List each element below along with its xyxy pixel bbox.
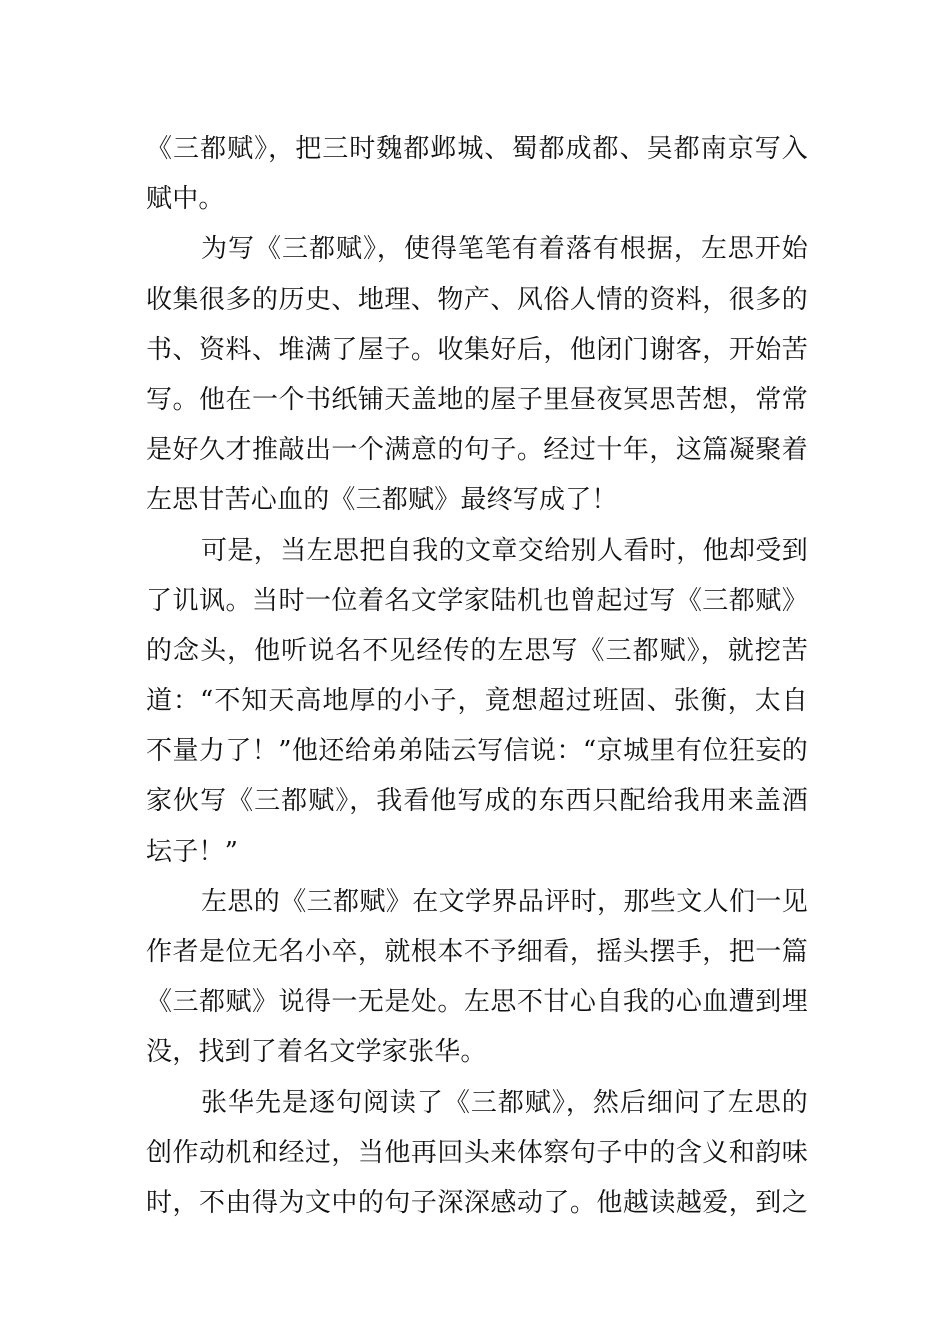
- text-line: 家伙写《三都赋》，我看他写成的东西只配给我用来盖酒: [146, 786, 808, 817]
- text-line: 的念头，他听说名不见经传的左思写《三都赋》，就挖苦: [146, 635, 808, 666]
- text-line: 收集很多的历史、地理、物产、风俗人情的资料，很多的: [146, 284, 808, 315]
- text-line: 左思甘苦心血的《三都赋》最终写成了！: [146, 485, 618, 516]
- text-line: 张华先是逐句阅读了《三都赋》，然后细问了左思的: [201, 1087, 808, 1118]
- text-line: 道：“不知天高地厚的小子，竟想超过班固、张衡，太自: [146, 686, 808, 717]
- text-line: 创作动机和经过，当他再回头来体察句子中的含义和韵味: [146, 1137, 808, 1168]
- text-line: 《三都赋》说得一无是处。左思不甘心自我的心血遭到埋: [146, 987, 808, 1018]
- text-line: 没，找到了着名文学家张华。: [146, 1037, 487, 1068]
- text-line: 左思的《三都赋》在文学界品评时，那些文人们一见: [201, 886, 808, 917]
- text-line: 为写《三都赋》，使得笔笔有着落有根据，左思开始: [201, 234, 808, 265]
- text-line: 《三都赋》，把三时魏都邺城、蜀都成都、吴都南京写入: [146, 134, 808, 164]
- text-line: 坛子！”: [146, 836, 239, 867]
- text-line: 不量力了！”他还给弟弟陆云写信说：“京城里有位狂妄的: [146, 736, 808, 767]
- text-line: 写。他在一个书纸铺天盖地的屋子里昼夜冥思苦想，常常: [146, 384, 808, 415]
- document-page: [146, 124, 808, 1228]
- text-line: 可是，当左思把自我的文章交给别人看时，他却受到: [201, 535, 808, 566]
- text-line: 书、资料、堆满了屋子。收集好后，他闭门谢客，开始苦: [146, 334, 808, 365]
- text-line: 是好久才推敲出一个满意的句子。经过十年，这篇凝聚着: [146, 435, 808, 466]
- text-line: 作者是位无名小卒，就根本不予细看，摇头摆手，把一篇: [146, 937, 808, 967]
- text-line: 赋中。: [146, 184, 225, 215]
- text-line: 时，不由得为文中的句子深深感动了。他越读越爱，到之: [146, 1187, 808, 1218]
- text-line: 了讥讽。当时一位着名文学家陆机也曾起过写《三都赋》: [146, 585, 808, 616]
